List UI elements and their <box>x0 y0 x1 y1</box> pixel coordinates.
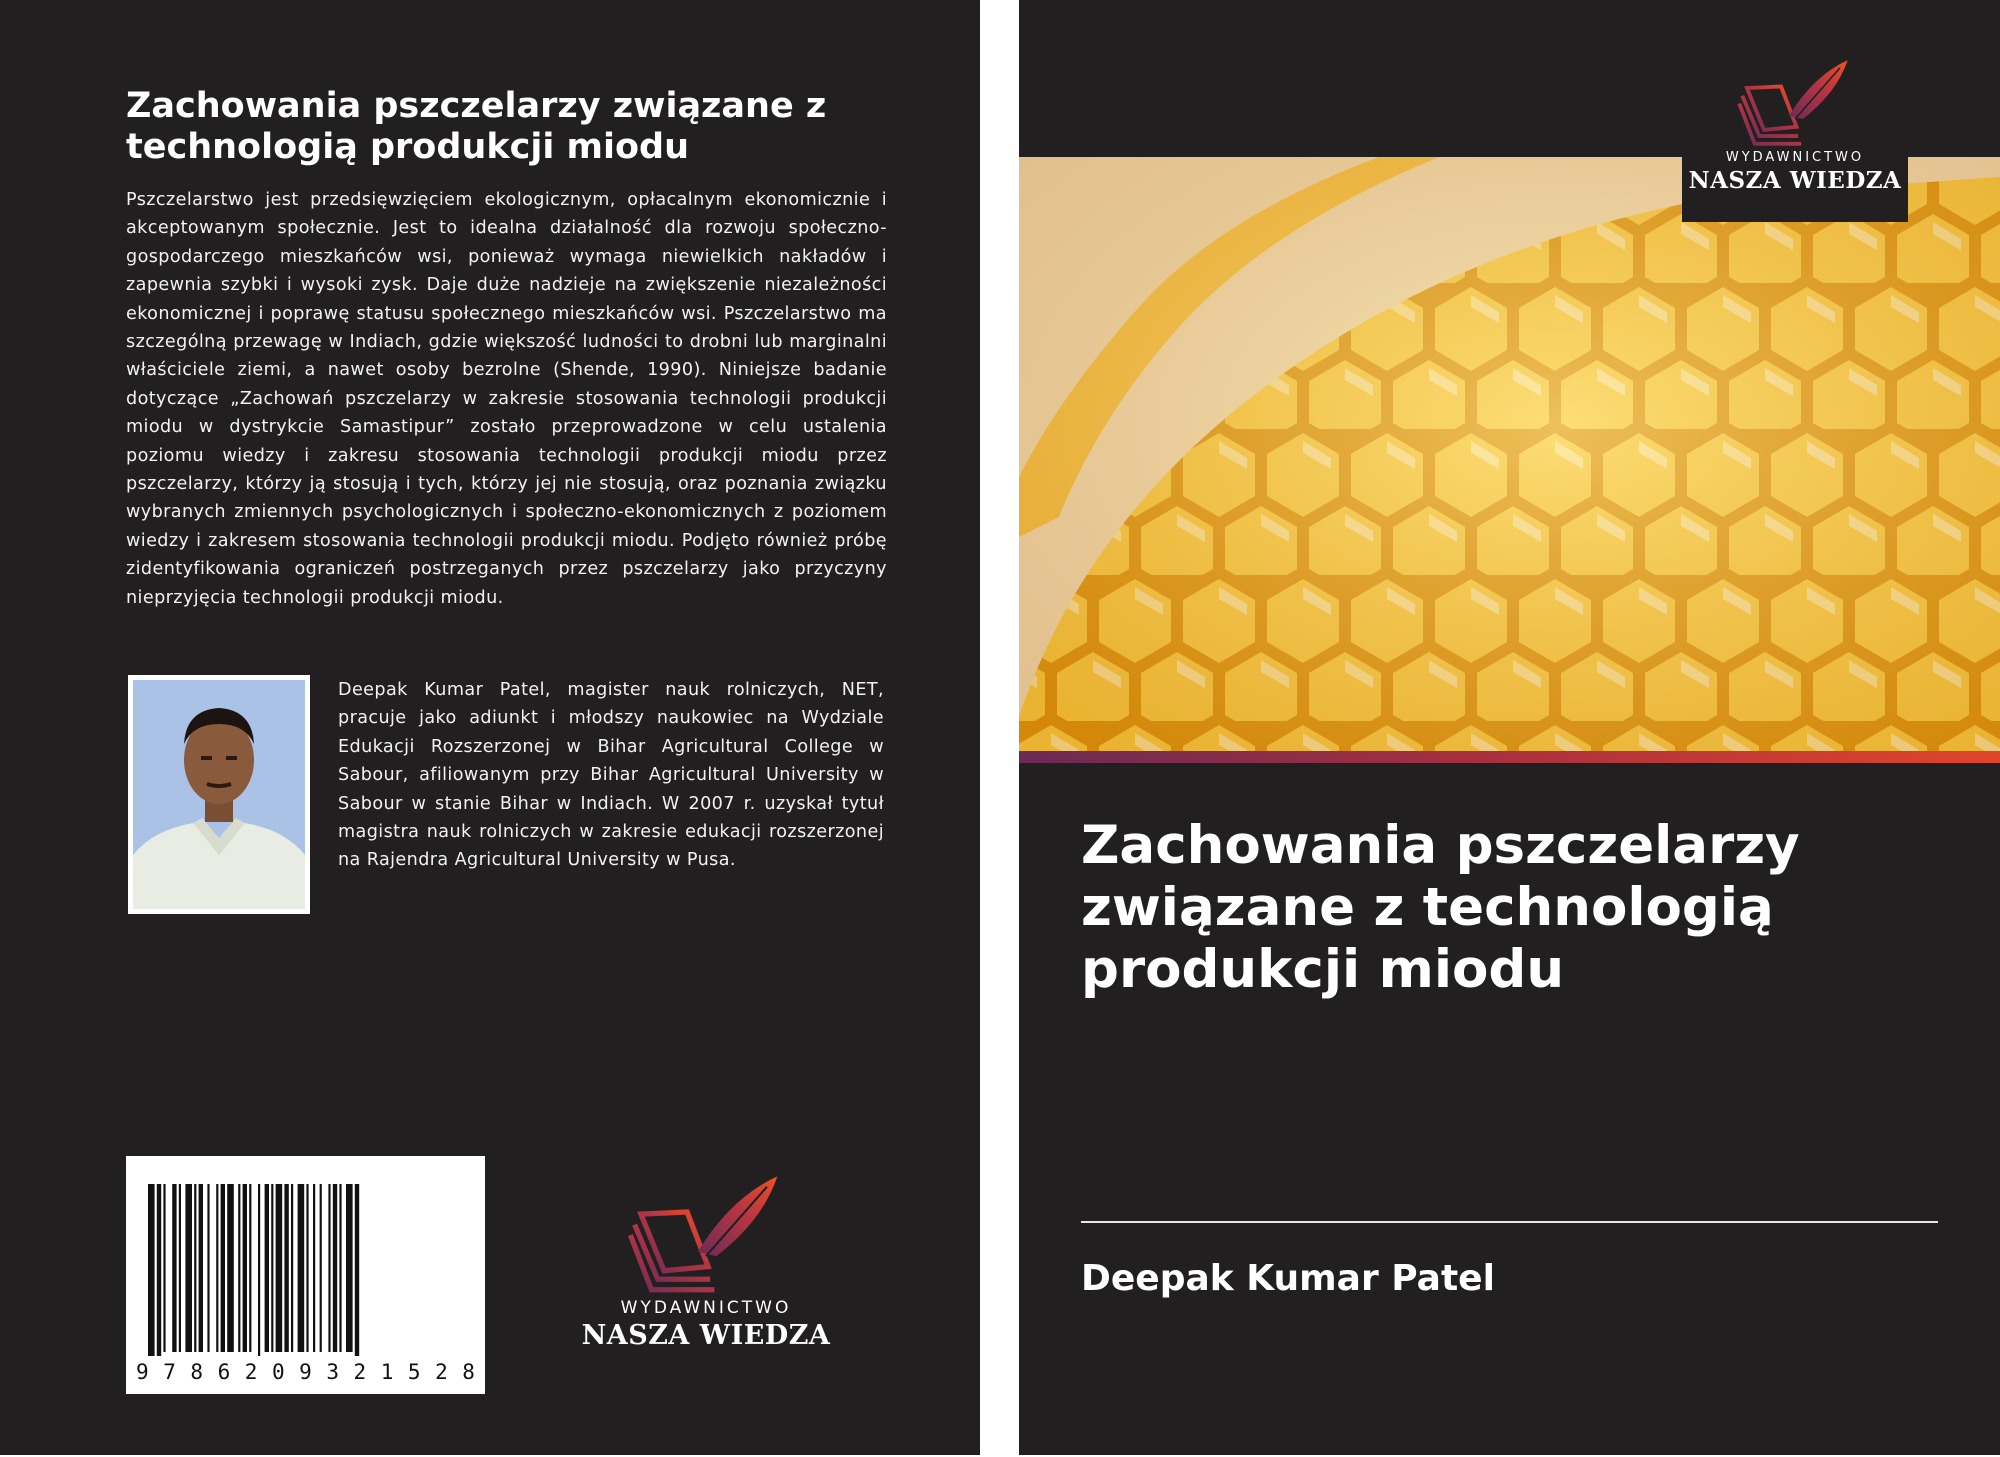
isbn-digit: 1 <box>380 1360 394 1384</box>
barcode-bar <box>291 1184 293 1352</box>
barcode-bar <box>199 1184 203 1352</box>
barcode-bar <box>284 1184 288 1352</box>
barcode-bar <box>339 1184 341 1352</box>
barcode-bar <box>194 1184 196 1352</box>
publisher-label-big: NASZA WIEDZA <box>581 1320 831 1351</box>
barcode-bar <box>238 1184 240 1352</box>
barcode-bar <box>163 1184 165 1352</box>
barcode-bar <box>207 1184 209 1352</box>
barcode-bar <box>276 1184 283 1352</box>
title-divider <box>1081 1221 1938 1223</box>
barcode-bar <box>216 1184 218 1352</box>
isbn-digit: 2 <box>435 1360 448 1384</box>
isbn-digit: 2 <box>353 1360 367 1384</box>
front-cover-author: Deepak Kumar Patel <box>1081 1258 1495 1299</box>
barcode-bar <box>148 1184 155 1356</box>
back-cover-title: Zachowania pszczelarzy związane z technologią produkcji miodu <box>126 86 827 167</box>
barcode-bar <box>157 1184 161 1356</box>
honeycomb-photo <box>1019 157 2000 751</box>
isbn-digit: 2 <box>244 1360 258 1384</box>
isbn-digit: 0 <box>271 1360 285 1384</box>
accent-stripe <box>1019 751 2000 763</box>
isbn-number <box>136 1360 475 1384</box>
barcode-bar <box>265 1184 269 1352</box>
barcode-bar <box>172 1184 176 1352</box>
isbn-digit: 9 <box>299 1360 312 1384</box>
honeycomb-image <box>1019 157 2000 751</box>
isbn-digit: 7 <box>163 1360 176 1384</box>
front-cover <box>1019 0 2000 1455</box>
publisher-label-small: WYDAWNICTWO <box>620 1298 792 1318</box>
isbn-digit: 5 <box>407 1360 421 1384</box>
isbn-digit: 8 <box>190 1360 204 1384</box>
barcode-bar <box>227 1184 234 1352</box>
barcode-bar <box>355 1184 359 1356</box>
barcode-bar <box>346 1184 353 1352</box>
back-cover <box>0 0 980 1455</box>
publisher-label-small: WYDAWNICTWO <box>1725 150 1865 165</box>
barcode-bars <box>126 1156 485 1356</box>
barcode-bar <box>179 1184 181 1352</box>
author-portrait <box>133 680 305 909</box>
isbn-digit: 3 <box>326 1360 339 1384</box>
publisher-label-big: NASZA WIEDZA <box>1688 167 1902 194</box>
barcode-bar <box>328 1184 330 1352</box>
isbn-digit: 9 <box>136 1360 149 1384</box>
author-photo <box>128 675 310 914</box>
barcode-bar <box>320 1184 322 1352</box>
barcode-bar <box>249 1184 251 1352</box>
barcode-bar <box>298 1184 305 1352</box>
barcode-bar <box>185 1184 192 1352</box>
barcode-bar <box>313 1184 315 1352</box>
publisher-logo-back <box>581 1170 831 1351</box>
front-cover-title: Zachowania pszczelarzy związane z technologią produkcji miodu <box>1081 815 1800 1000</box>
barcode-bar <box>306 1184 308 1352</box>
barcode-bar <box>221 1184 225 1352</box>
publisher-logo-front <box>1682 52 1908 222</box>
barcode-bar <box>243 1184 247 1352</box>
book-quill-icon <box>1733 54 1857 150</box>
book-description: Pszczelarstwo jest przedsięwzięciem ekologicznym, opłacalnym ekonomicznie i akceptowanym społecznie. Jest to idealna działalność dla rozwoju społeczno-gospodarczego mieszkańców wsi, ponieważ wymaga niewielkich nakładów i zapewnia szybki i wysoki zysk. Daje duże nadzieje na zwiększenie niezależności ekonomicznej i poprawę statusu społecznego mieszkańców wsi. Pszczelarstwo ma szczególną przewagę w Indiach, gdzie większość ludności to drobni lub marginalni właściciele ziemi, a nawet osoby bezrolne (Shende, 1990). Niniejsze badanie dotyczące „Zachowań pszczelarzy w zakresie stosowania technologii produkcji miodu w dystrykcie Samastipur” zostało przeprowadzone w celu ustalenia poziomu wiedzy i zakresu stosowania technologii produkcji miodu przez pszczelarzy, którzy ją stosują i tych, którzy jej nie stosują, oraz poznania związku wybranych zmiennych psychologicznych i społeczno-ekonomicznych z poziomem wiedzy i zakresem stosowania technologii produkcji miodu. Podjęto również próbę zidentyfikowania ograniczeń postrzeganych przez pszczelarzy jako przyczyny nieprzyjęcia technologii produkcji miodu. <box>126 190 887 608</box>
isbn-digit: 8 <box>462 1360 475 1384</box>
barcode-bar <box>258 1184 260 1356</box>
barcode-bar <box>271 1184 273 1352</box>
author-bio: Deepak Kumar Patel, magister nauk rolniczych, NET, pracuje jako adiunkt i młodszy naukowiec na Wydziale Edukacji Rozszerzonej w Bihar Agricultural College w Sabour, afiliowanym przy Bihar Agricultural University w Sabour w stanie Bihar w Indiach. W 2007 r. uzyskał tytuł magistra nauk rolniczych w zakresie edukacji rozszerzonej na Rajendra Agricultural University w Pusa. <box>338 680 884 871</box>
barcode-bar <box>333 1184 337 1352</box>
isbn-barcode <box>126 1156 485 1394</box>
book-quill-icon <box>622 1170 790 1296</box>
isbn-digit: 6 <box>217 1360 231 1384</box>
